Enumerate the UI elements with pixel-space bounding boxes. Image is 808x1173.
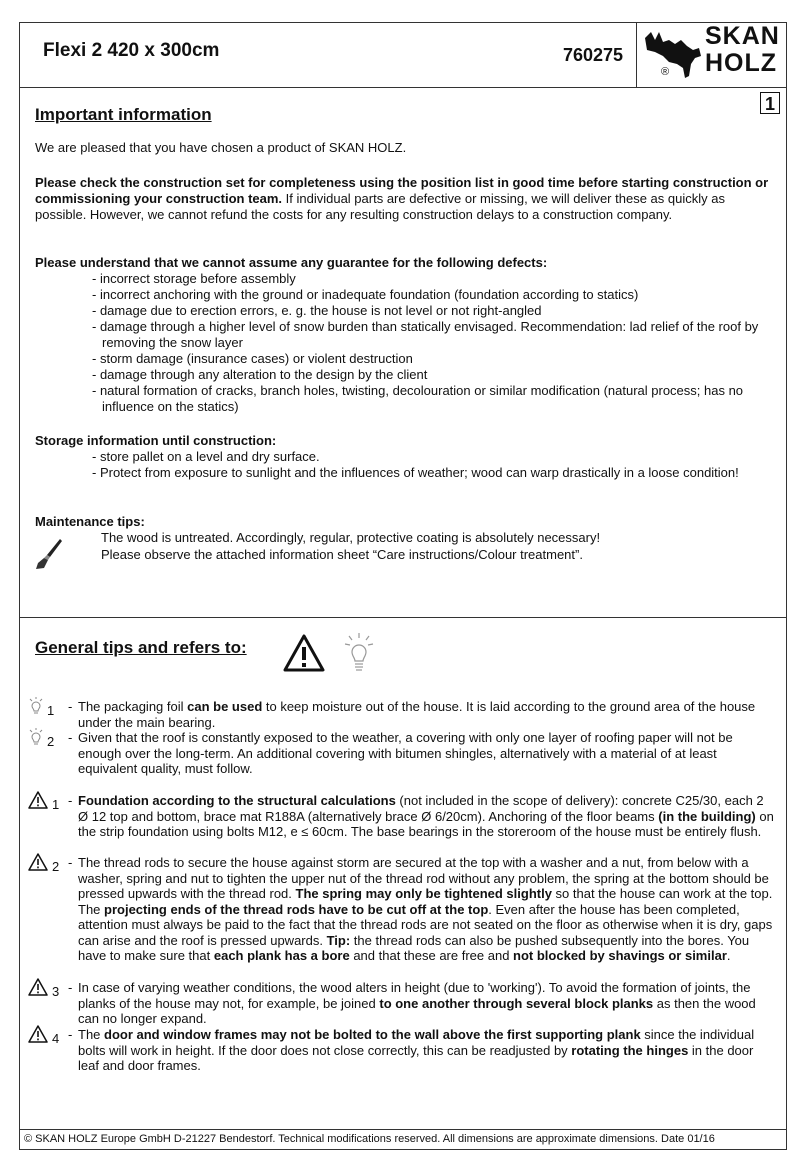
tip-text xyxy=(78,730,776,777)
skan-holz-logo xyxy=(636,22,786,87)
tip-text-bold: The spring may only be tightened slightly xyxy=(295,886,552,901)
check-rest-text: If individual parts are defective or missing, we will deliver these as quickly as possible. However, we cannot refund the costs for any resulting construction delays to a construction company. xyxy=(35,191,725,222)
tip-dash: - xyxy=(68,855,73,870)
tip-number: 4 xyxy=(52,1031,60,1046)
tip-text-bold: Foundation according to the structural calculations xyxy=(78,793,396,808)
tip-row xyxy=(28,793,776,840)
tip-dash: - xyxy=(68,1027,73,1042)
tip-number: 2 xyxy=(52,859,60,874)
tip-text xyxy=(78,793,776,840)
tip-text-run: and that these are free and xyxy=(349,948,514,963)
intro-text: We are pleased that you have chosen a product of SKAN HOLZ. xyxy=(35,140,407,155)
tip-text-bold: Tip: xyxy=(326,932,351,948)
tip-text-bold: can be used xyxy=(187,699,263,714)
tip-text-run: The thread rods to secure the house against storm are secured at the top with a washer and a nut, from below with a washer, spring and nut to tighten the upper nut of the thread rod without any problem, the spring at the bottom should be pressed upwards with the thread rod. xyxy=(78,855,769,901)
registered-mark: ® xyxy=(661,66,670,78)
tip-row xyxy=(28,980,776,1027)
tip-text xyxy=(78,699,776,730)
warning-icon xyxy=(28,853,68,871)
article-number: 760275 xyxy=(563,45,624,65)
list-item: - damage through a higher level of snow burden than statically envisaged. Recommendation: lad relief of the roof by removing the snow layer xyxy=(92,319,762,351)
warning-icon xyxy=(28,1025,68,1043)
general-heading: General tips and refers to: xyxy=(35,638,247,657)
lightbulb-icon xyxy=(343,632,375,674)
paintbrush-icon xyxy=(34,537,64,571)
moose-logo-icon xyxy=(641,28,705,84)
warning-icon xyxy=(28,978,68,996)
page-number: 1 xyxy=(760,92,780,114)
tip-text-bold: rotating the hinges xyxy=(571,1042,689,1058)
document-header xyxy=(19,22,787,88)
tip-dash: - xyxy=(68,699,73,714)
footer-divider xyxy=(19,1129,787,1130)
tip-text-run: Given that the roof is constantly exposed to the weather, a covering with only one layer of roofing paper will not be enough over the long-term. An additional covering with bitumen shingles, alternatively with a material of at least equivalent quality, must follow. xyxy=(78,730,733,776)
tip-number: 1 xyxy=(52,797,60,812)
maintenance-line-1: The wood is untreated. Accordingly, regular, protective coating is absolutely necessary! xyxy=(101,530,601,545)
list-item: - natural formation of cracks, branch holes, twisting, decolouration or similar modification (natural process; has no influence on the statics) xyxy=(92,383,762,415)
tip-text-run: to keep moisture out of the house. It is laid according to the ground area of the house under the main bearing. xyxy=(78,699,756,730)
tip-row xyxy=(28,855,776,964)
tip-text-run: the thread rods can also be pushed subsequently into the bores. You have to make sure that xyxy=(78,932,750,963)
important-heading: Important information xyxy=(35,105,212,124)
tip-text-run: so that the house can work at the top. The xyxy=(78,886,773,917)
logo-line-skan: SKAN xyxy=(705,22,780,50)
storage-heading: Storage information until construction: xyxy=(35,433,277,448)
tip-text-bold: projecting ends of the thread rods have to be cut off at the top xyxy=(104,901,489,917)
logo-line-holz: HOLZ xyxy=(705,49,778,77)
tip-text-run: in the door leaf and door frames. xyxy=(78,1042,754,1073)
tip-row xyxy=(28,1027,776,1074)
tip-text-run: on the strip foundation using bolts M12, e ≤ 60cm. The base bearings in the storeroom of the house must be entirely flush. xyxy=(78,808,774,839)
tip-text-run: In case of varying weather conditions, the wood alters in height (due to 'working'). To avoid the formation of joints, the planks of the house may not, for example, be joined xyxy=(78,980,751,1011)
storage-list xyxy=(92,449,762,481)
product-title: Flexi 2 420 x 300cm xyxy=(43,40,220,61)
tip-number: 3 xyxy=(52,984,60,999)
tip-text-bold: to one another through several block planks xyxy=(379,995,654,1011)
tip-text-bold: (in the building) xyxy=(658,808,756,824)
maintenance-line-2: Please observe the attached information sheet “Care instructions/Colour treatment”. xyxy=(101,547,583,562)
tip-number: 2 xyxy=(47,734,55,749)
tip-dash: - xyxy=(68,730,73,745)
tip-text-run: . Even after the house has been completed, attention must always be paid to the fact that the thread rods are not seated on the floor as otherwise when it is dry, gaps can arise and the roof is pressed upwards. xyxy=(78,901,773,948)
logo-wordmark xyxy=(705,23,780,77)
guarantee-heading: Please understand that we cannot assume any guarantee for the following defects: xyxy=(35,255,548,270)
maintenance-heading: Maintenance tips: xyxy=(35,514,145,529)
tip-text xyxy=(78,855,776,964)
tip-text-run: as then the wood can no longer expand. xyxy=(78,995,756,1026)
list-item: - store pallet on a level and dry surface. xyxy=(92,449,762,465)
tip-dash: - xyxy=(68,793,73,808)
list-item: - damage due to erection errors, e. g. the house is not level or not right-angled xyxy=(92,303,762,319)
tip-dash: - xyxy=(68,980,73,995)
tip-row xyxy=(28,730,776,777)
tip-text-run: The packaging foil xyxy=(78,699,188,714)
tip-row xyxy=(28,699,776,730)
tip-text-run: . xyxy=(726,948,731,963)
tip-text-bold: not blocked by shavings or similar xyxy=(513,948,727,963)
tip-number: 1 xyxy=(47,703,55,718)
warning-triangle-icon xyxy=(282,633,326,673)
list-item: - incorrect storage before assembly xyxy=(92,271,762,287)
section-divider xyxy=(19,617,787,618)
tip-text xyxy=(78,980,776,1027)
list-item: - Protect from exposure to sunlight and the influences of weather; wood can warp drastically in a loose condition! xyxy=(92,465,762,481)
warning-icon xyxy=(28,791,68,809)
guarantee-list xyxy=(92,271,762,415)
tip-text xyxy=(78,1027,776,1074)
tip-text-run: since the individual bolts will work in height. If the door does not close correctly, this can be readjusted by xyxy=(78,1027,755,1058)
footer-text: © SKAN HOLZ Europe GmbH D-21227 Bendestorf. Technical modifications reserved. All dimensions are approximate dimensions. Date 01/16 xyxy=(24,1133,715,1145)
list-item: - incorrect anchoring with the ground or inadequate foundation (foundation according to statics) xyxy=(92,287,762,303)
tip-text-run: The xyxy=(78,1027,105,1042)
tip-text-run: (not included in the scope of delivery): concrete C25/30, each 2 Ø 12 top and bottom, brace mat R188A (alternatively brace Ø 6/20cm). Anchoring of the floor beams xyxy=(78,793,764,824)
tip-text-bold: door and window frames may not be bolted to the wall above the first supporting plank xyxy=(104,1027,641,1042)
list-item: - storm damage (insurance cases) or violent destruction xyxy=(92,351,762,367)
tip-text-bold: each plank has a bore xyxy=(213,948,350,963)
list-item: - damage through any alteration to the design by the client xyxy=(92,367,762,383)
check-paragraph xyxy=(35,175,770,223)
check-bold-text: Please check the construction set for completeness using the position list in good time before starting construction or commissioning your construction team. xyxy=(35,175,769,206)
